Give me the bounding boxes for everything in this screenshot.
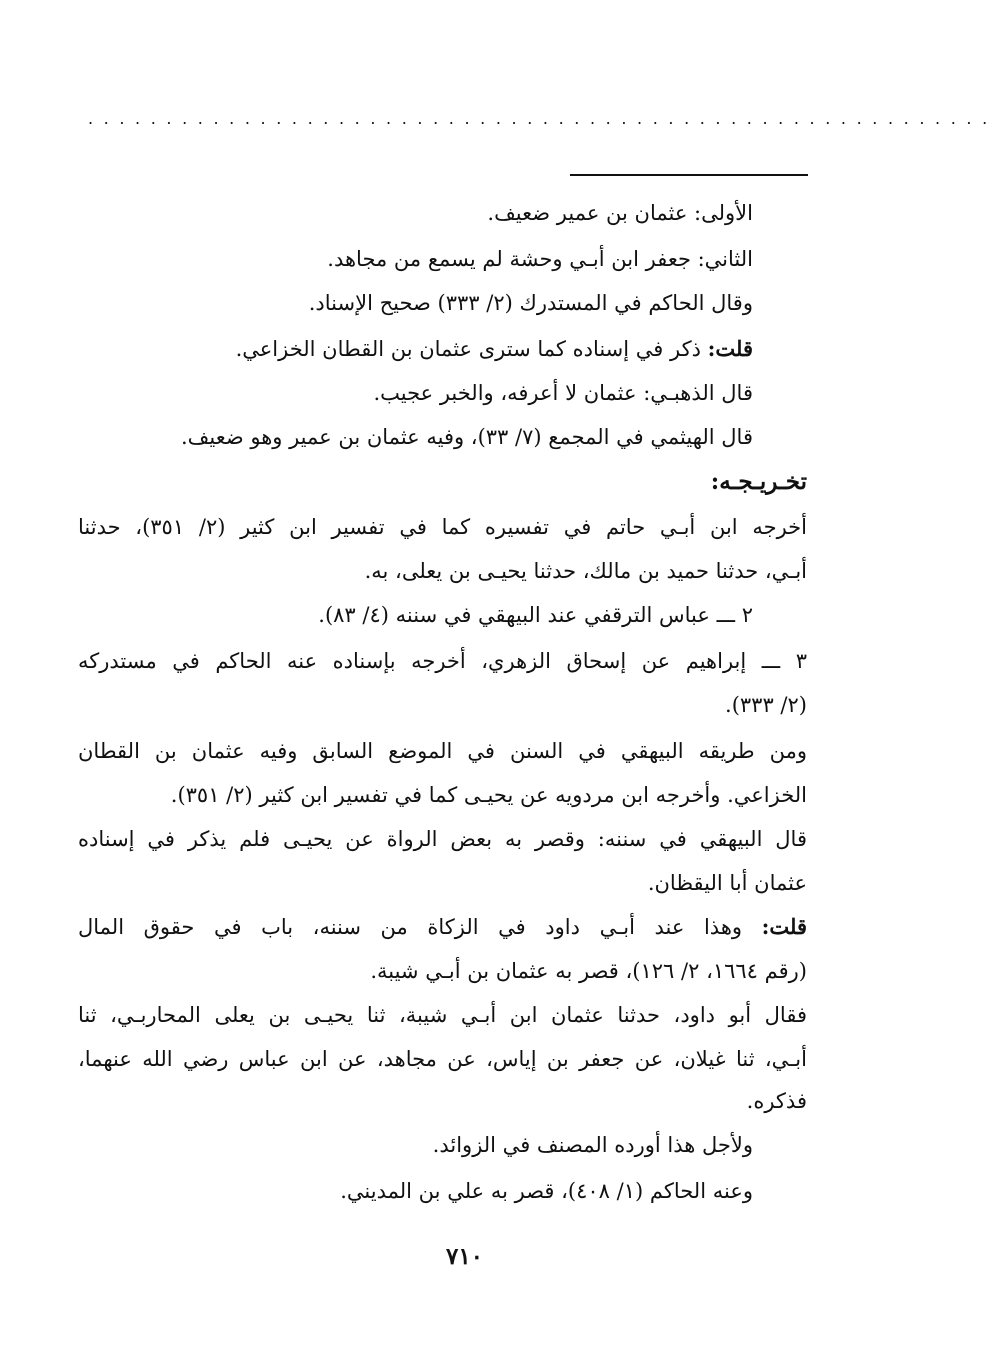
body-line-6a-text: وهذا عند أبـي داود في الزكاة من سننه، باب في حقوق المال: [78, 915, 762, 939]
body-line-6a: [78, 912, 807, 942]
footnote-line-5: قال الذهبـي: عثمان لا أعرفه، والخبر عجيب.: [373, 381, 753, 405]
body-line-5a: قال البيهقي في سننه: وقصر به بعض الرواة عن يحيـى فلم يذكر في إسناده: [78, 827, 807, 851]
qultu-label: قلت:: [707, 336, 753, 361]
footnote-rule: [570, 174, 808, 176]
body-line-2: ٢ ـــ عباس الترقفي عند البيهقي في سننه (٤/ ٨٣).: [318, 603, 753, 627]
dotted-separator: ..........................................................: [88, 109, 998, 128]
qultu-label-2: قلت:: [761, 914, 807, 939]
body-line-7c: فذكره.: [746, 1089, 807, 1113]
body-line-4b: الخزاعي. وأخرجه ابن مردويه عن يحيـى كما في تفسير ابن كثير (٢/ ٣٥١).: [170, 783, 807, 807]
page-number: ٧١٠: [445, 1243, 484, 1270]
body-line-7a: فقال أبو داود، حدثنا عثمان ابن أبـي شيبة، ثنا يحيـى بن يعلى المحاربـي، ثنا: [78, 1003, 807, 1027]
body-line-7b: أبـي، ثنا غيلان، عن جعفر بن إياس، عن مجاهد، عن ابن عباس رضي الله عنهما،: [78, 1047, 807, 1071]
body-line-3b: (٢/ ٣٣٣).: [725, 693, 807, 717]
footnote-line-4: [150, 334, 753, 364]
body-line-6b: (رقم ١٦٦٤، ٢/ ١٢٦)، قصر به عثمان بن أبـي شيبة.: [370, 959, 807, 983]
section-heading: تخـريـجـه:: [710, 468, 807, 495]
body-line-1b: أبـي، حدثنا حميد بن مالك، حدثنا يحيـى بن يعلى، به.: [364, 559, 807, 583]
body-line-1a: أخرجه ابن أبـي حاتم في تفسيره كما في تفسير ابن كثير (٢/ ٣٥١)، حدثنا: [78, 515, 807, 539]
body-line-5b: عثمان أبا اليقظان.: [647, 871, 807, 895]
body-line-4a: ومن طريقه البيهقي في السنن في الموضع السابق وفيه عثمان بن القطان: [78, 739, 807, 763]
footnote-line-1: الأولى: عثمان بن عمير ضعيف.: [487, 201, 753, 225]
footnote-line-4-text: ذكر في إسناده كما سترى عثمان بن القطان الخزاعي.: [235, 337, 708, 361]
footnote-line-2: الثاني: جعفر ابن أبـي وحشة لم يسمع من مجاهد.: [327, 247, 753, 271]
footnote-line-6: قال الهيثمي في المجمع (٧/ ٣٣)، وفيه عثمان بن عمير وهو ضعيف.: [180, 425, 753, 449]
body-line-8: ولأجل هذا أورده المصنف في الزوائد.: [432, 1133, 753, 1157]
footnote-line-3: وقال الحاكم في المستدرك (٢/ ٣٣٣) صحيح الإسناد.: [308, 291, 753, 315]
body-line-3a: ٣ ـــ إبراهيم عن إسحاق الزهري، أخرجه بإسناده عنه الحاكم في مستدركه: [78, 649, 807, 673]
body-line-9: وعنه الحاكم (١/ ٤٠٨)، قصر به علي بن المديني.: [340, 1179, 753, 1203]
